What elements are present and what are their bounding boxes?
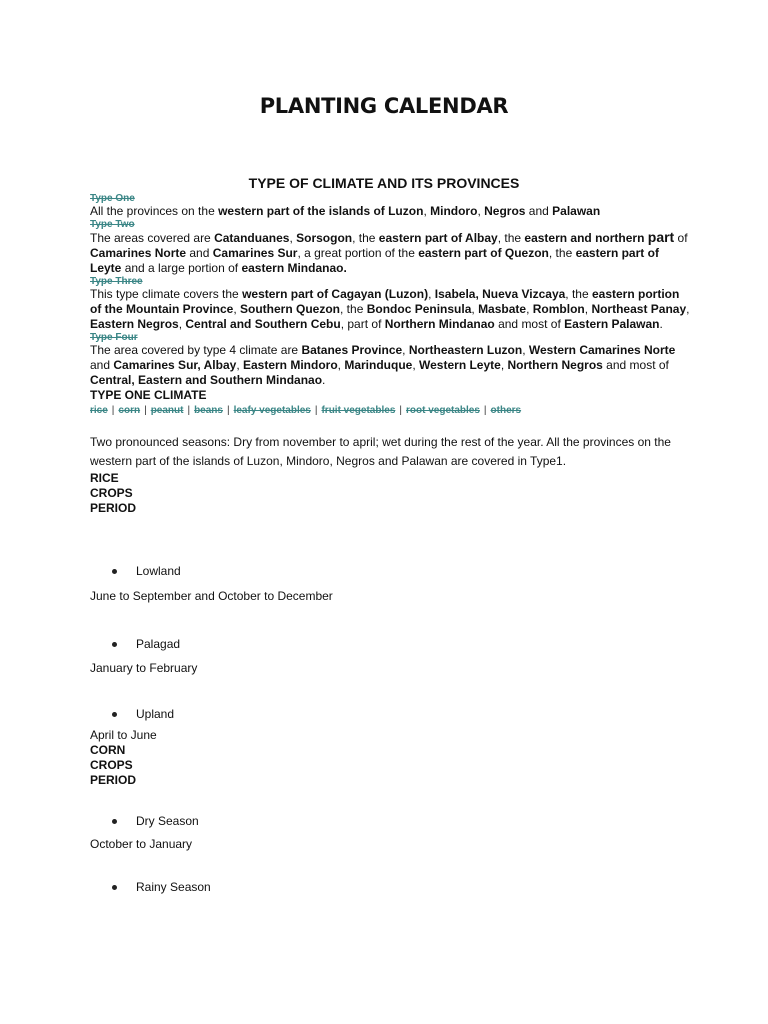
bold-text: Palawan [552,204,601,218]
bold-text: Isabela, Nueva Vizcaya [434,287,566,301]
text-run: The area covered by type 4 climate are [90,343,302,357]
bold-text: eastern part of Quezon [418,246,549,260]
bold-text: Northeastern Luzon [408,343,523,357]
type-one-heading: TYPE ONE CLIMATE [90,388,207,402]
section-heading: TYPE OF CLIMATE AND ITS PROVINCES [248,175,520,191]
text-run: of [674,231,688,245]
bold-text: Western Leyte [419,358,501,372]
period-text: April to June [90,728,157,742]
type-description-1 [90,204,690,219]
text-run: . [659,317,663,331]
bold-text: eastern part of Albay [378,231,498,245]
document-body [90,174,690,897]
list-item [90,704,690,724]
bullet-icon [112,885,117,890]
bold-text: Mindoro [430,204,478,218]
crop-label: Lowland [136,564,181,578]
bold-text: Bondoc Peninsula [366,302,472,316]
bold-text: western part of Cagayan (Luzon) [242,287,429,301]
text-run: , the [497,231,525,245]
type-link-4[interactable]: Type Four [90,332,138,343]
bold-text: eastern portion of the Mountain Province [90,287,680,316]
bold-text: Eastern Mindoro [242,358,338,372]
nav-separator: | [226,405,230,416]
corn-crops-label: CROPS [90,758,133,772]
nav-separator: | [187,405,191,416]
bold-text: Central and Southern Cebu [185,317,341,331]
bold-text: Southern Quezon [240,302,341,316]
text-run: The areas covered are [90,231,215,245]
bold-text: eastern and northern [524,231,648,245]
crop-nav-link-leafy-vegetables[interactable]: leafy vegetables [233,405,311,416]
text-run: , [178,317,186,331]
text-run: This type climate covers the [90,287,243,301]
list-item [90,561,690,581]
text-run: and a large portion of [121,261,242,275]
text-run: , [428,287,435,301]
climate-types [90,193,690,388]
text-run: , [584,302,592,316]
text-run: and [186,246,213,260]
bold-text: Camarines Sur [212,246,298,260]
crop-label: Dry Season [136,814,199,828]
type-description-4 [90,343,690,388]
bold-text: eastern part of Leyte [90,246,659,275]
bold-text: Camarines Norte [90,246,187,260]
bold-text: Marinduque [344,358,413,372]
corn-period-label: PERIOD [90,773,137,787]
bold-text: Negros [484,204,526,218]
bold-text: Northeast Panay [591,302,687,316]
page-title: PLANTING CALENDAR [259,94,509,118]
type-description-2 [90,230,690,276]
text-run: , the [352,231,379,245]
text-run: . [322,373,326,387]
type-link-3[interactable]: Type Three [90,276,143,287]
bold-text: Masbate [478,302,527,316]
text-run: , the [565,287,592,301]
crop-nav-link-root-vegetables[interactable]: root vegetables [406,405,480,416]
type-description-3 [90,287,690,332]
text-run: , [526,302,533,316]
rice-period-label: PERIOD [90,501,137,515]
text-run: and [90,358,114,372]
bold-text: Catanduanes [214,231,290,245]
nav-separator: | [144,405,147,416]
text-run: , [423,204,431,218]
text-run: , [289,231,297,245]
text-run: , [686,302,690,316]
list-item [90,811,690,831]
text-run: , [471,302,479,316]
crop-nav-link-others[interactable]: others [490,405,522,416]
type-link-2[interactable]: Type Two [90,219,135,230]
text-run: , part of [340,317,385,331]
nav-separator: | [314,405,318,416]
bold-text: Western Camarines Norte [528,343,676,357]
bold-text: Central, Eastern and Southern Mindanao [90,373,323,387]
corn-section [90,743,690,897]
bold-text: Northern Mindanao [384,317,495,331]
rice-heading: RICE [90,471,119,485]
crop-nav [90,403,690,418]
text-run: All the provinces on the [90,204,219,218]
bold-text: Eastern Palawan [564,317,660,331]
crop-nav-link-rice[interactable]: rice [90,405,108,416]
crop-nav-link-peanut[interactable]: peanut [150,405,184,416]
text-run: , [522,343,529,357]
text-run: and most of [602,358,669,372]
crop-nav-link-beans[interactable]: beans [194,405,223,416]
text-run: , [236,358,243,372]
crop-nav-link-corn[interactable]: corn [118,405,141,416]
rice-section [90,471,690,743]
text-run: and most of [494,317,565,331]
crop-label: Palagad [136,637,181,651]
bullet-icon [112,642,117,647]
period-text: October to January [90,837,193,851]
bold-text: eastern Mindanao. [241,261,347,275]
text-run: , [477,204,485,218]
bold-text: Batanes Province [301,343,403,357]
bold-text: western part of the islands of Luzon [218,204,424,218]
bullet-icon [112,569,117,574]
list-item [90,634,690,654]
nav-separator: | [399,405,402,416]
list-item [90,877,690,897]
rice-crops-label: CROPS [90,486,133,500]
bold-text: part [647,229,675,245]
bold-text: Camarines Sur, Albay [113,358,237,372]
text-run: , [233,302,241,316]
period-text: June to September and October to December [90,589,333,603]
bold-text: Romblon [532,302,585,316]
text-run: , the [340,302,367,316]
text-run: and [525,204,553,218]
text-run: , [412,358,420,372]
type-link-1[interactable]: Type One [90,193,135,204]
nav-separator: | [483,405,487,416]
crop-nav-link-fruit-vegetables[interactable]: fruit vegetables [321,405,396,416]
bold-text: Eastern Negros [90,317,179,331]
text-run: , [500,358,508,372]
text-run: , [402,343,409,357]
text-run: , a great portion of the [297,246,419,260]
text-run: , the [548,246,576,260]
crop-label: Rainy Season [136,880,211,894]
bold-text: Sorsogon [296,231,353,245]
crop-label: Upland [136,707,175,721]
text-run: , [337,358,345,372]
bold-text: Northern Negros [507,358,603,372]
intro-paragraph: Two pronounced seasons: Dry from november to april; wet during the rest of the year. All the provinces on the western part of the islands of Luzon, Mindoro, Negros and Palawan are covered in Type1. [90,435,671,468]
period-text: January to February [90,661,198,675]
nav-separator: | [111,405,115,416]
bullet-icon [112,819,117,824]
corn-heading: CORN [90,743,126,757]
bullet-icon [112,712,117,717]
